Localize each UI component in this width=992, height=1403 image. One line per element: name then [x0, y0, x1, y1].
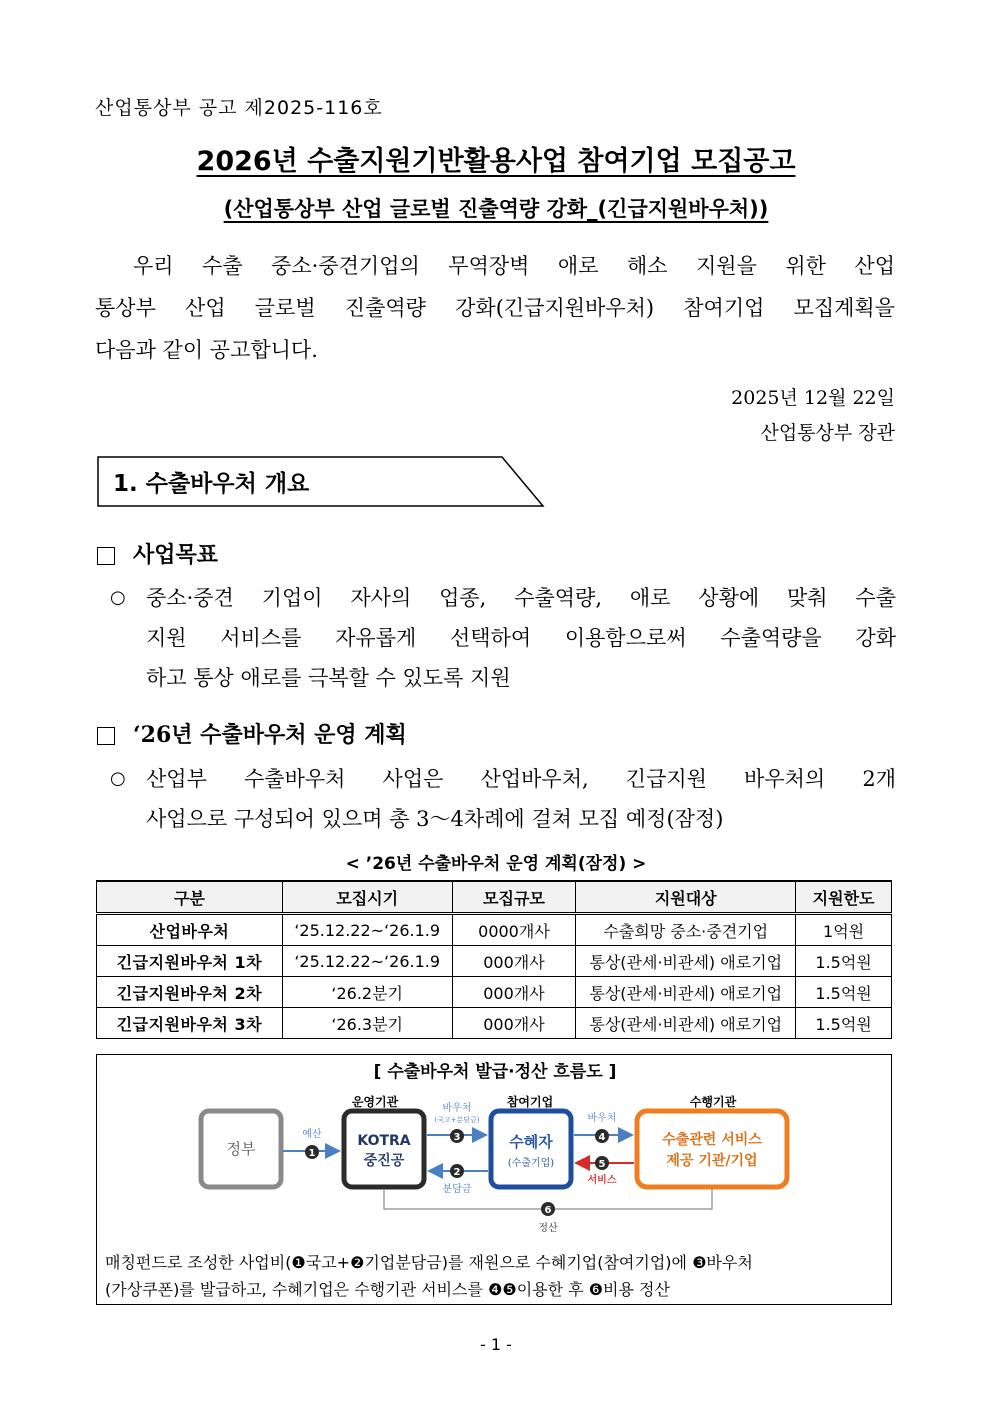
step-6-number: 6: [544, 1205, 552, 1216]
plan-heading-text: ‘26년 수출바우처 운영 계획: [133, 722, 407, 748]
intro-line: 통상부 산업 글로벌 진출역량 강화(긴급지원바우처) 참여기업 모집계획을: [95, 296, 895, 320]
table-cell: 000개사: [452, 946, 576, 977]
row-category: 긴급지원바우처 2차: [97, 977, 283, 1008]
service-label: 서비스: [587, 1175, 617, 1186]
voucher-right-label: 바우처: [587, 1113, 617, 1124]
step-2-number: 2: [453, 1167, 461, 1178]
goal-heading: [97, 538, 497, 568]
provider-text-1: 수출관련 서비스: [662, 1132, 762, 1148]
government-text: 정부: [226, 1140, 256, 1158]
column-header: 지원대상: [576, 881, 796, 914]
table-cell: 수출희망 중소·중견기업: [576, 914, 796, 946]
flow-title: [ 수출바우처 발급·정산 흐름도 ]: [373, 1062, 617, 1082]
table-cell: 1억원: [796, 914, 892, 946]
table-row: [97, 946, 892, 977]
document-title: 2026년 수출지원기반활용사업 참여기업 모집공고: [196, 146, 796, 177]
plan-bullet: [110, 759, 896, 839]
flow-description: [105, 1249, 885, 1303]
participant-label: 참여기업: [506, 1095, 554, 1109]
announcement-date: 2025년 12월 22일: [731, 387, 895, 409]
voucher-label: 바우처: [442, 1103, 472, 1114]
goal-bullet-text: [146, 578, 896, 698]
intro-paragraph: [95, 245, 895, 371]
flow-diagram-box: [96, 1054, 892, 1305]
plan-line: 산업부 수출바우처 사업은 산업바우처, 긴급지원 바우처의 2개: [146, 767, 896, 791]
plan-heading: [97, 718, 597, 748]
document-subtitle: (산업통상부 산업 글로벌 진출역량 강화_(긴급지원바우처)): [223, 197, 769, 221]
table-cell: ‘26.3분기: [282, 1008, 452, 1039]
step-4-number: 4: [598, 1132, 606, 1143]
budget-label: 예산: [302, 1129, 322, 1140]
column-header: 모집규모: [452, 881, 576, 914]
goal-line: 하고 통상 애로를 극복할 수 있도록 지원: [146, 666, 511, 690]
plan-bullet-text: [146, 759, 896, 839]
column-header: 모집시기: [282, 881, 452, 914]
step-3-number: 3: [453, 1132, 461, 1143]
column-header: 지원한도: [796, 881, 892, 914]
goal-bullet: [110, 578, 896, 698]
notice-number: 산업통상부 공고 제2025-116호: [95, 97, 383, 119]
circle-bullet-icon: ○: [110, 587, 126, 608]
provider-box: [637, 1111, 787, 1187]
participant-text-2: (수출기업): [507, 1158, 555, 1169]
table-cell: 000개사: [452, 977, 576, 1008]
table-cell: ‘25.12.22~‘26.1.9: [282, 914, 452, 946]
flow-description-line: 매칭펀드로 조성한 사업비(❶국고+❷기업분담금)를 재원으로 수혜기업(참여기업)에 ❸바우처: [105, 1253, 753, 1272]
goal-line: 중소·중견 기업이 자사의 업종, 수출역량, 애로 상황에 맞춰 수출: [146, 586, 896, 610]
participant-text-1: 수혜자: [509, 1133, 553, 1151]
provider-label: 수행기관: [689, 1095, 737, 1109]
provider-text-2: 제공 기관/기업: [666, 1153, 758, 1169]
row-category: 긴급지원바우처 1차: [97, 946, 283, 977]
step-5-number: 5: [598, 1159, 606, 1170]
flow-description-line: (가상쿠폰)를 발급하고, 수혜기업은 수행기관 서비스를 ❹❺이용한 후 ❻비용 정산: [105, 1280, 670, 1299]
table-caption: < ’26년 수출바우처 운영 계획(잠정) >: [345, 854, 647, 874]
operator-box: [344, 1111, 424, 1187]
table-cell: 통상(관세·비관세) 애로기업: [576, 946, 796, 977]
operation-plan-table: [96, 880, 892, 1039]
flow-diagram: [97, 1085, 893, 1250]
table-row: [97, 1008, 892, 1039]
voucher-sub-label: (국고+분담금): [434, 1116, 480, 1124]
circle-bullet-icon: ○: [110, 768, 126, 789]
copay-label: 분담금: [442, 1184, 472, 1195]
table-cell: 0000개사: [452, 914, 576, 946]
operator-text-2: 중진공: [363, 1153, 405, 1169]
step-1-number: 1: [308, 1148, 316, 1159]
table-header-row: [97, 881, 892, 914]
checkbox-square-icon: [97, 727, 115, 745]
table-cell: 1.5억원: [796, 946, 892, 977]
plan-line: 사업으로 구성되어 있으며 총 3～4차례에 걸쳐 모집 예정(잠정): [146, 807, 724, 831]
row-category: 산업바우처: [97, 914, 283, 946]
intro-line: 다음과 같이 공고합니다.: [95, 338, 318, 362]
table-cell: 통상(관세·비관세) 애로기업: [576, 1008, 796, 1039]
goal-heading-text: 사업목표: [133, 542, 219, 568]
row-category: 긴급지원바우처 3차: [97, 1008, 283, 1039]
checkbox-square-icon: [97, 547, 115, 565]
operator-text-1: KOTRA: [357, 1133, 411, 1149]
page-number: - 1 -: [480, 1335, 512, 1354]
table-cell: 통상(관세·비관세) 애로기업: [576, 977, 796, 1008]
intro-line: 우리 수출 중소·중견기업의 무역장벽 애로 해소 지원을 위한 산업: [133, 254, 895, 278]
table-cell: ‘26.2분기: [282, 977, 452, 1008]
section-title: 1. 수출바우처 개요: [113, 471, 310, 497]
table-cell: ‘25.12.22~‘26.1.9: [282, 946, 452, 977]
column-header: 구분: [97, 881, 283, 914]
table-cell: 000개사: [452, 1008, 576, 1039]
settlement-label: 정산: [538, 1223, 558, 1234]
table-row: [97, 977, 892, 1008]
table-cell: 1.5억원: [796, 1008, 892, 1039]
table-cell: 1.5억원: [796, 977, 892, 1008]
goal-line: 지원 서비스를 자유롭게 선택하여 이용함으로써 수출역량을 강화: [146, 626, 896, 650]
issuer: 산업통상부 장관: [760, 422, 895, 444]
operator-label: 운영기관: [351, 1095, 399, 1109]
table-row: [97, 914, 892, 946]
